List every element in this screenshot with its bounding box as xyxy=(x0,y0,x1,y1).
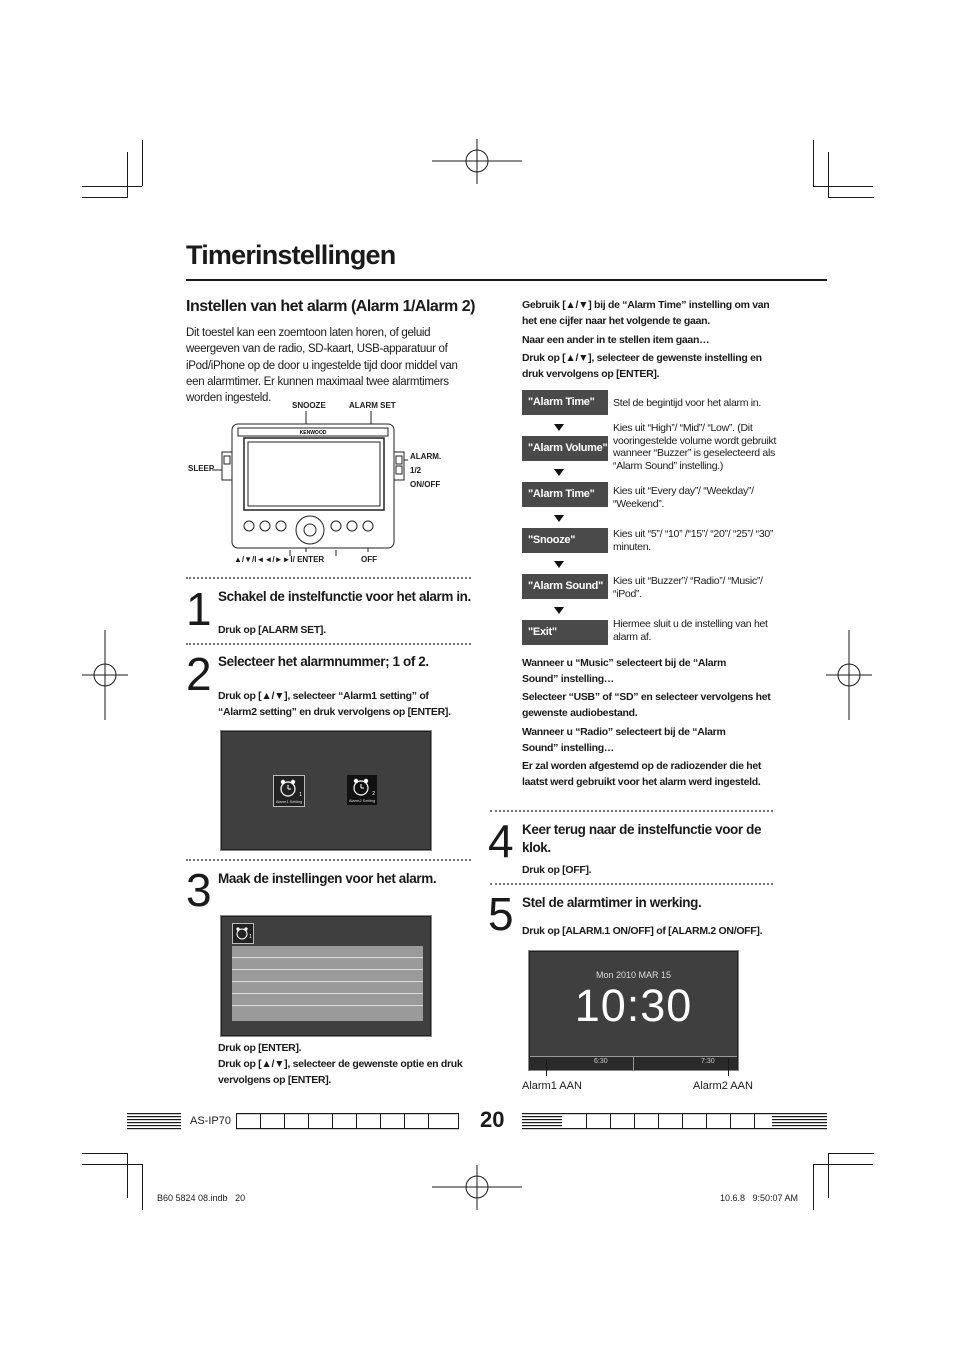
step-5-title: Stel de alarmtimer in werking. xyxy=(522,895,702,910)
step-2-number: 2 xyxy=(186,648,210,700)
divider xyxy=(186,643,471,645)
alarm2-time: 7:30 xyxy=(701,1058,715,1065)
alarm2-label: Alarm2 AAN xyxy=(693,1080,753,1092)
radio-heading: Wanneer u “Radio” selecteert bij de “Alarm Sound” instelling… xyxy=(522,726,726,754)
divider xyxy=(490,810,773,812)
page-number: 20 xyxy=(476,1107,508,1133)
flow-desc: Kies uit “Every day”/ “Weekday”/ “Weekend”. xyxy=(613,485,754,510)
alarm-status-bar xyxy=(530,1056,737,1070)
brand-logo: KENWOOD xyxy=(299,430,327,436)
flow-desc: Kies uit “Buzzer”/ “Radio”/ “Music”/ “iPod”. xyxy=(613,575,763,600)
label-alarm-set: ALARM SET xyxy=(349,401,396,410)
right-intro-2: Naar een ander in te stellen item gaan… xyxy=(522,334,710,346)
music-heading: Wanneer u “Music” selecteert bij de “Alarm Sound” instelling… xyxy=(522,657,727,685)
alarm-select-screen xyxy=(221,731,431,850)
arrow-down-icon xyxy=(554,607,564,614)
step-5-detail: Druk op [ALARM.1 ON/OFF] of [ALARM.2 ON/OFF]. xyxy=(522,925,763,937)
arrow-down-icon xyxy=(554,561,564,568)
step-5-number: 5 xyxy=(488,888,512,940)
flow-step-snooze: "Snooze" xyxy=(522,528,608,553)
step-2-title: Selecteer het alarmnummer; 1 of 2. xyxy=(218,654,429,669)
alarm-settings-screen xyxy=(221,916,431,1036)
step-1-detail: Druk op [ALARM SET]. xyxy=(218,624,326,636)
step-2-detail: Druk op [▲/▼], selecteer “Alarm1 setting” of “Alarm2 setting” en druk vervolgens op [ENTER]. xyxy=(218,690,451,718)
step-3-number: 3 xyxy=(186,864,210,916)
callout-line xyxy=(728,1058,729,1076)
step-4-detail: Druk op [OFF]. xyxy=(522,864,592,876)
alarm2-setting-tile: 2 Alarm2 Setting xyxy=(347,775,377,805)
step-3-detail: Druk op [ENTER]. Druk op [▲/▼], selecteer de gewenste optie en druk vervolgens op [ENTER]. xyxy=(218,1042,463,1086)
flow-desc: Stel de begintijd voor het alarm in. xyxy=(613,397,761,409)
list-item xyxy=(232,982,423,994)
list-item xyxy=(232,958,423,970)
list-item xyxy=(232,1006,423,1017)
model-name: AS-IP70 xyxy=(190,1115,231,1127)
list-item xyxy=(232,946,423,958)
list-item xyxy=(232,994,423,1006)
flow-step-exit: "Exit" xyxy=(522,620,608,645)
label-nav-enter: ▲/▼/I◄◄/►►I/ ENTER xyxy=(234,555,325,564)
step-3-title: Maak de instellingen voor het alarm. xyxy=(218,871,437,886)
page-title: Timerinstellingen xyxy=(186,240,396,270)
intro-text: Dit toestel kan een zoemtoon laten horen, of geluid weergeven van de radio, SD-kaart, USB-apparatuur of iPod/iPhone op de door u ingestelde tijd door middel van een alarmtimer. Er kunnen maximaal twee alarmtimers worden ingesteld. xyxy=(186,327,458,405)
step-1-title: Schakel de instelfunctie voor het alarm in. xyxy=(218,589,471,604)
flow-step-alarm-sound: "Alarm Sound" xyxy=(522,574,608,599)
step-4-title: Keer terug naar de instelfunctie voor de klok. xyxy=(522,822,762,855)
callout-line xyxy=(546,1060,547,1076)
section-heading: Instellen van het alarm (Alarm 1/Alarm 2) xyxy=(186,298,475,315)
radio-body: Er zal worden afgestemd op de radiozender die het laatst werd gebruikt voor het alarm werd ingesteld. xyxy=(522,760,762,788)
flow-step-alarm-time: "Alarm Time" xyxy=(522,390,608,415)
label-snooze: SNOOZE xyxy=(292,401,326,410)
flow-desc: Kies uit “High”/ “Mid”/ “Low”. (Dit vooringestelde volume wordt gebruikt wanneer “Buzzer” is geselecteerd als “Alarm Sound” instelling.) xyxy=(613,422,777,472)
step-4-number: 4 xyxy=(488,815,512,867)
clock-time: 10:30 xyxy=(574,980,693,1031)
device-drawing xyxy=(186,398,471,570)
flow-desc: Hiermee sluit u de instelling van het alarm af. xyxy=(613,618,768,643)
flow-step-alarm-volume: "Alarm Volume" xyxy=(522,436,608,461)
list-item xyxy=(232,970,423,982)
clock-screen xyxy=(529,951,738,1070)
file-info: B60 5824 08.indb 20 xyxy=(157,1193,246,1203)
label-alarm-onoff: ALARM. 1/2 ON/OFF xyxy=(410,452,442,489)
divider xyxy=(186,859,471,861)
arrow-down-icon xyxy=(554,469,564,476)
label-off: OFF xyxy=(361,555,377,564)
music-body: Selecteer “USB” of “SD” en selecteer vervolgens het gewenste audiobestand. xyxy=(522,691,771,719)
divider xyxy=(490,883,773,885)
alarm1-time: 6:30 xyxy=(594,1058,608,1065)
print-timestamp: 10.6.8 9:50:07 AM xyxy=(720,1193,799,1203)
label-sleep: SLEEP xyxy=(188,464,215,473)
alarm1-label: Alarm1 AAN xyxy=(522,1080,582,1092)
settings-list xyxy=(232,946,423,1021)
arrow-down-icon xyxy=(554,424,564,431)
alarm1-setting-tile: 1 Alarm1 Setting xyxy=(273,775,305,807)
divider xyxy=(186,577,471,579)
right-intro-1: Gebruik [▲/▼] bij de “Alarm Time” instelling om van het ene cijfer naar het volgende te gaan. xyxy=(522,299,770,327)
arrow-down-icon xyxy=(554,515,564,522)
flow-step-alarm-time-2: "Alarm Time" xyxy=(522,482,608,507)
alarm-clock-icon: 1 xyxy=(232,923,254,944)
device-illustration xyxy=(186,398,471,570)
flow-desc: Kies uit “5”/ “10” /“15”/ “20”/ “25”/ “30” minuten. xyxy=(613,528,774,553)
title-rule xyxy=(186,279,827,281)
step-1-number: 1 xyxy=(186,583,210,635)
right-intro-3: Druk op [▲/▼], selecteer de gewenste instelling en druk vervolgens op [ENTER]. xyxy=(522,352,762,380)
clock-date: Mon 2010 MAR 15 xyxy=(595,970,672,980)
